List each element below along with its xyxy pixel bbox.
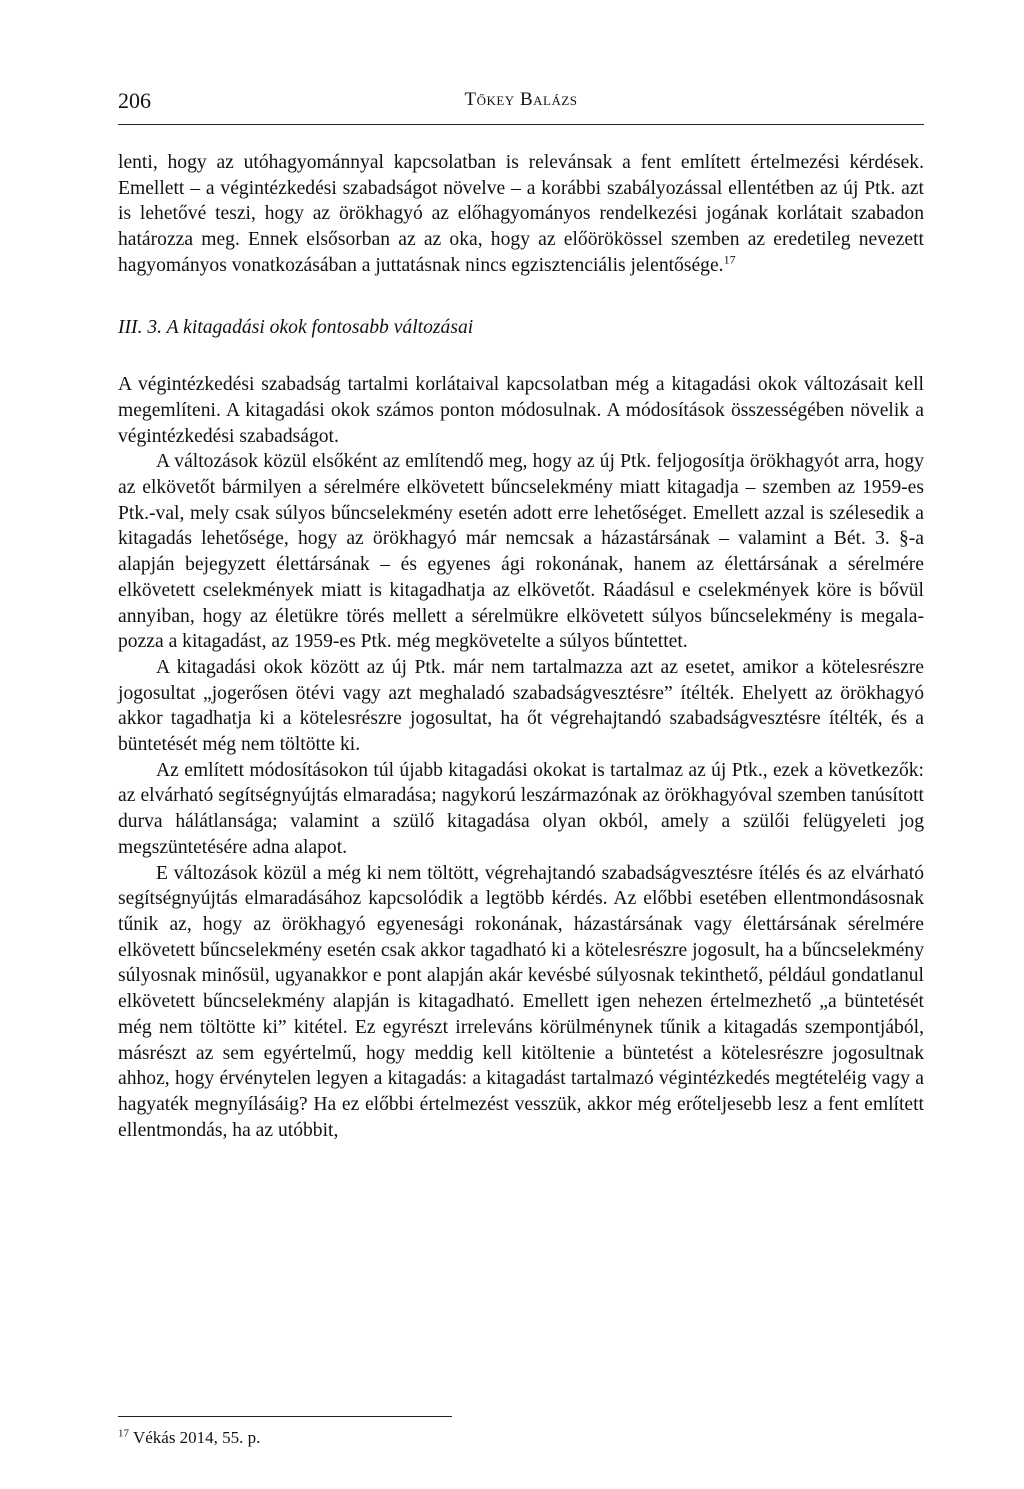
- page-header: [118, 84, 924, 125]
- paragraph-text: lenti, hogy az utóhagyománnyal kapcsolatban is relevánsak a fent említett értelmezési kérdések. Emellett – a végintézkedési szabadságot növelve – a korábbi szabályozással ellentétben az új Ptk. azt is lehetővé teszi, hogy az örökhagyó az előhagyományos rendelkezési jogának korlátait szabadon határozza meg. Ennek elsősorban az az oka, hogy az előörökössel szemben az eredetileg nevezett hagyományos vonatkozásában a juttatásnak nincs egzisztenciális jelentősége.: [118, 152, 924, 276]
- paragraph: A kitagadási okok között az új Ptk. már nem tartalmazza azt az esetet, amikor a kötelesrészre jogosultat „jogerősen ötévi vagy azt meghaladó szabadságvesztésre” ítélték. Ehelyett az örökhagyó akkor tagadhatja ki a kötelesrészre jogosultat, ha őt végrehajtandó szabadságvesztésre ítélték, és a büntetését még nem töltötte ki.: [118, 656, 924, 756]
- paragraph: E változások közül a még ki nem töltött, végrehajtandó szabadságvesztésre ítélés és az elvárható segítségnyújtás elmaradásához kapcsolódik a legtöbb kérdés. Az előbbi esetében ellentmondásosnak tűnik az, hogy az örökhagyó egyenesági rokonának, házastársának vagy élettársának sérelmére elkövetett bűncselekmény esetén csak akkor tagadható ki a kötelesrészre jogosult, ha a bűncselekmény súlyosnak minősül, ugyanakkor e pont alapján akár kevésbé súlyosnak tekinthető, például gondatlanul elkövetett bűncselekmény alapján is kitagadható. Emellett igen nehezen értelmezhető „a büntetését még nem töltötte ki” kitétel. Ez egyrészt irreleváns körülménynek tűnik a kitagadás szempontjából, másrészt az sem egyértelmű, hogy meddig kell kitöltenie a büntetést a kötelesrészre jogosultnak ahhoz, hogy érvénytelen legyen a kitagadás: a kitagadást tartalmazó végintézkedés megtételéig vagy a hagyaték megnyílásáig? Ha ez előbbi értelmezést vesszük, akkor még erőteljesebb lesz a fent említett ellentmondás, ha az utóbbit,: [118, 862, 924, 1141]
- footnotes: [118, 1416, 924, 1449]
- paragraph-continued: [118, 150, 924, 279]
- footnote-text: Vékás 2014, 55. p.: [132, 1428, 261, 1447]
- footnote-ref[interactable]: 17: [723, 252, 736, 267]
- footnote-rule: [118, 1416, 452, 1417]
- paragraph: A végintézkedési szabadság tartalmi korlátaival kapcsolatban még a kitagadási okok változásait kell megemlíteni. A kitagadási okok számos ponton módosulnak. A módosítások összességében növelik a végintézkedési szabadságot.: [118, 374, 924, 447]
- page-body: [118, 150, 924, 1143]
- paragraph: Az említett módosításokon túl újabb kitagadási okokat is tartalmaz az új Ptk., ezek a következők: az elvárható segítségnyújtás elmaradása; nagykorú leszármazónak az örökhagyóval szemben tanúsított durva hálátlansága; valamint a szülő kitagadása olyan okból, amely a szülői felügyeleti jog megszüntetésére adna alapot.: [118, 759, 924, 858]
- footnote-number: 17: [118, 1427, 129, 1440]
- running-head: Tőkey Balázs: [464, 89, 578, 110]
- page-number: 206: [118, 88, 151, 113]
- footnote: [118, 1427, 924, 1449]
- paragraph: A változások közül elsőként az említendő meg, hogy az új Ptk. feljogosítja örökhagyót arra, hogy az elkövetőt bármilyen a sérelmére elkövetett bűncselekmény miatt kitagadja – szemben az 1959-es Ptk.-val, mely csak súlyos bűncselekmény esetén adott erre lehetőséget. Emellett azzal is szélesedik a kitagadás lehetősége, hogy az örökhagyó már nemcsak a házastársának – valamint a Bét. 3. §-a alapján bejegyzett élettársának – és egyenes ági rokonának, hanem az élettársának a sérelmére elkövetett cselekmények miatt is kitagadhatja az elkövetőt. Ráadásul e cselekmények köre is bővül annyiban, hogy az életükre törés mellett a sérelmükre elkövetett súlyos bűncselekmény is megalapozza a kitagadást, az 1959-es Ptk. még megkövetelte a súlyos bűntettet.: [118, 451, 924, 653]
- section-heading: III. 3. A kitagadási okok fontosabb változásai: [118, 316, 474, 338]
